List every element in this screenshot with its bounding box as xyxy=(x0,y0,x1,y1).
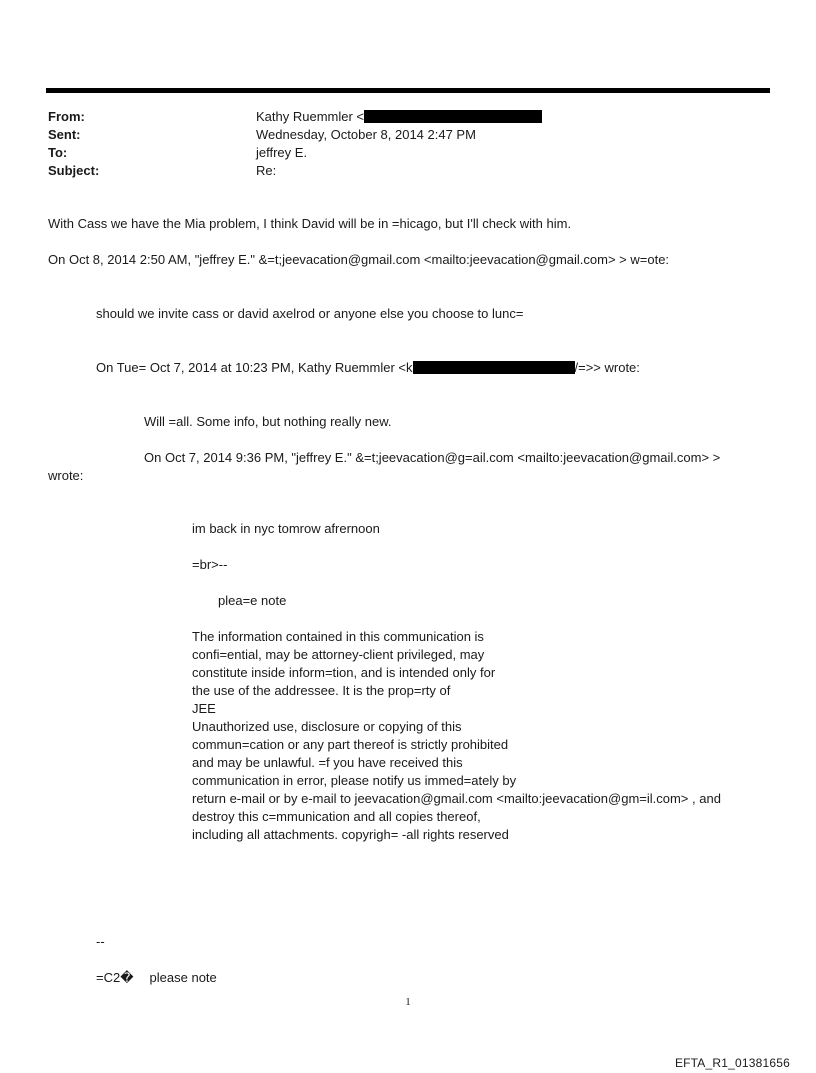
notice-line: communication in error, please notify us immed=ately by xyxy=(192,773,517,788)
page-number: 1 xyxy=(405,996,411,1008)
notice-line: Unauthorized use, disclosure or copying of this xyxy=(192,719,462,734)
sent-label: Sent: xyxy=(48,127,81,142)
notice-line: The information contained in this communication is xyxy=(192,629,484,644)
bates-number: EFTA_R1_01381656 xyxy=(674,1056,790,1070)
notice-line: including all attachments. copyrigh= -all rights reserved xyxy=(192,827,509,842)
redaction-bar xyxy=(364,110,542,123)
body-line: should we invite cass or david axelrod or anyone else you choose to lunc= xyxy=(96,306,524,321)
notice-line: destroy this c=mmunication and all copies thereof, xyxy=(192,809,481,824)
notice-line: commun=cation or any part thereof is strictly prohibited xyxy=(192,737,509,752)
quote-header: On Oct 7, 2014 9:36 PM, "jeffrey E." &=t;jeevacation@g=ail.com <mailto:jeevacation@gmail.com> > xyxy=(144,450,721,465)
notice-line: constitute inside inform=tion, and is intended only for xyxy=(192,665,496,680)
from-value: Kathy Ruemmler < xyxy=(256,108,542,126)
to-value: jeffrey E. xyxy=(256,145,308,160)
header-rule xyxy=(46,88,770,93)
notice-line: JEE xyxy=(192,701,216,716)
quote-header: On Oct 8, 2014 2:50 AM, "jeffrey E." &=t;jeevacation@gmail.com <mailto:jeevacation@gmail.com> > w=ote: xyxy=(48,252,670,267)
sent-value: Wednesday, October 8, 2014 2:47 PM xyxy=(256,127,476,142)
body-line: =br>-- xyxy=(192,557,228,572)
notice-line: and may be unlawful. =f you have received this xyxy=(192,755,463,770)
quote-header: On Tue= Oct 7, 2014 at 10:23 PM, Kathy Ruemmler <k /=>> wrote: xyxy=(96,360,640,375)
body-line: With Cass we have the Mia problem, I think David will be in =hicago, but I'll check with him. xyxy=(48,216,572,231)
notice-line: confi=ential, may be attorney-client privileged, may xyxy=(192,647,485,662)
from-label: From: xyxy=(48,109,85,124)
notice-line: return e-mail or by e-mail to jeevacation@gmail.com <mailto:jeevacation@gm=il.com> , and xyxy=(192,791,721,806)
signature-separator: -- xyxy=(96,934,105,949)
body-line: plea=e note xyxy=(218,593,287,608)
body-line: im back in nyc tomrow afrernoon xyxy=(192,521,380,536)
quote-header-continued: wrote: xyxy=(48,468,84,483)
body-line: =C2� please note xyxy=(96,970,217,985)
redaction-bar xyxy=(413,361,575,374)
subject-label: Subject: xyxy=(48,163,100,178)
to-label: To: xyxy=(48,145,68,160)
notice-line: the use of the addressee. It is the prop=rty of xyxy=(192,683,451,698)
subject-value: Re: xyxy=(256,163,277,178)
body-line: Will =all. Some info, but nothing really new. xyxy=(144,414,392,429)
